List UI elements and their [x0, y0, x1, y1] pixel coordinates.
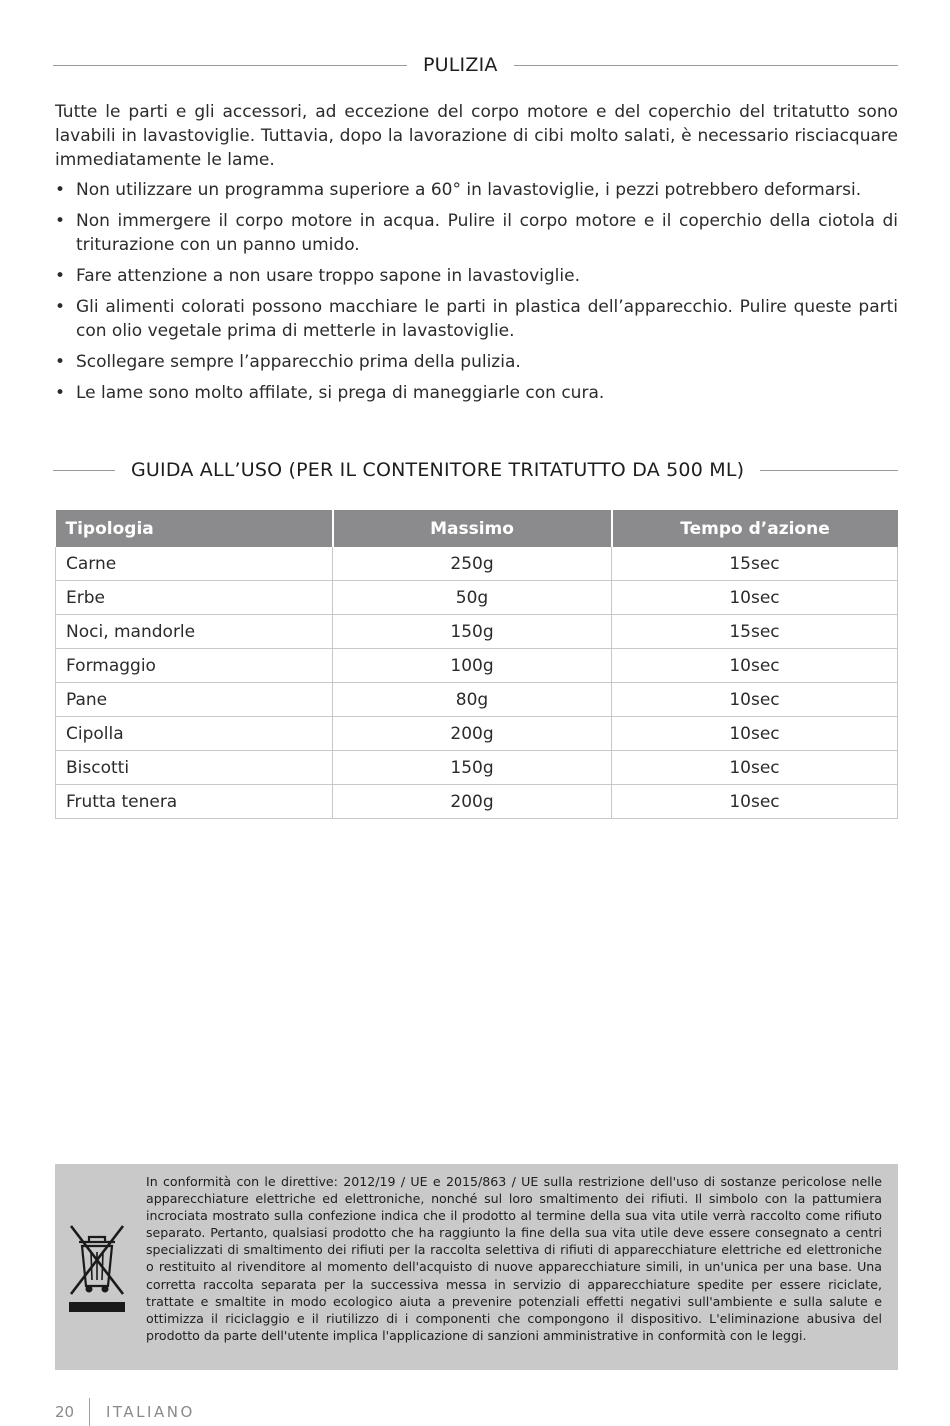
- heading-rule-right: [514, 65, 898, 66]
- list-item: [55, 264, 898, 288]
- cell-tempo: 10sec: [612, 581, 898, 615]
- list-item: [55, 209, 898, 257]
- table-row: [56, 683, 898, 717]
- page-number: 20: [55, 1403, 75, 1421]
- heading-rule-left: [53, 470, 115, 471]
- cell-tipologia: Pane: [56, 683, 333, 717]
- bullet-text: Non utilizzare un programma superiore a 60° in lavastoviglie, i pezzi potrebbero deformarsi.: [76, 180, 862, 200]
- list-item: [55, 295, 898, 343]
- column-header-tipologia: Tipologia: [56, 510, 333, 547]
- cell-tipologia: Formaggio: [56, 649, 333, 683]
- table-row: [56, 547, 898, 581]
- weee-disposal-notice: [55, 1164, 898, 1370]
- cell-tipologia: Frutta tenera: [56, 785, 333, 819]
- bullet-text: Gli alimenti colorati possono macchiare le parti in plastica dell’apparecchio. Pulire queste parti con olio vegetale prima di metterle in lavastoviglie.: [76, 297, 898, 341]
- section-title: PULIZIA: [423, 54, 498, 76]
- cell-tempo: 15sec: [612, 547, 898, 581]
- section-heading-pulizia: [53, 54, 898, 76]
- cell-tempo: 10sec: [612, 751, 898, 785]
- cell-massimo: 200g: [333, 717, 612, 751]
- section-heading-guida: [53, 459, 898, 481]
- cell-tipologia: Biscotti: [56, 751, 333, 785]
- cell-tipologia: Carne: [56, 547, 333, 581]
- cell-tempo: 10sec: [612, 649, 898, 683]
- table-row: [56, 751, 898, 785]
- cell-massimo: 150g: [333, 615, 612, 649]
- intro-paragraph: Tutte le parti e gli accessori, ad eccezione del corpo motore e del coperchio del tritatutto sono lavabili in lavastoviglie. Tuttavia, dopo la lavorazione di cibi molto salati, è necessario risciacquare immediatamente le lame.: [55, 102, 898, 170]
- table-header-row: [56, 510, 898, 547]
- cell-tipologia: Erbe: [56, 581, 333, 615]
- bullet-mark: •: [55, 297, 66, 317]
- cell-massimo: 150g: [333, 751, 612, 785]
- cell-tipologia: Noci, mandorle: [56, 615, 333, 649]
- list-item: [55, 381, 898, 405]
- list-item: [55, 178, 898, 202]
- section-title: GUIDA ALL’USO (PER IL CONTENITORE TRITATUTTO DA 500 ML): [131, 459, 745, 481]
- table-row: [56, 615, 898, 649]
- cell-tipologia: Cipolla: [56, 717, 333, 751]
- cell-tempo: 10sec: [612, 717, 898, 751]
- bullet-mark: •: [55, 352, 66, 372]
- bullet-mark: •: [55, 383, 66, 403]
- bullet-mark: •: [55, 211, 66, 231]
- cell-tempo: 10sec: [612, 785, 898, 819]
- heading-rule-right: [760, 470, 898, 471]
- weee-notice-text: In conformità con le direttive: 2012/19 / UE e 2015/863 / UE sulla restrizione dell'uso di sostanze pericolose nelle apparecchiature elettriche ed elettroniche, nonché sul loro smaltimento dei rifiuti. Il simbolo con la pattumiera incrociata mostrato sulla confezione indica che il prodotto al termine della sua vita utile verrà raccolto come rifiuto separato. Pertanto, qualsiasi prodotto che ha raggiunto la fine della sua vita utile deve essere consegnato a centri specializzati di smaltimento dei rifiuti per la raccolta selettiva di rifiuti di apparecchiature elettriche ed elettroniche o restituito al rivenditore al momento dell'acquisto di nuove apparecchiature simili, in un'unica per una base. Una corretta raccolta separata per la successiva messa in servizio di apparecchiature spedite per essere riciclate, trattate e smaltite in modo ecologico aiuta a prevenire potenziali effetti negativi sull'ambiente e sulla salute e ottimizza il riciclaggio e il riutilizzo di i componenti che compongono il dispositivo. L'eliminazione abusiva del prodotto da parte dell'utente implica l'applicazione di sanzioni amministrative in conformità con le leggi.: [146, 1174, 882, 1343]
- cleaning-bullet-list: [55, 178, 898, 412]
- bullet-text: Scollegare sempre l’apparecchio prima della pulizia.: [76, 352, 521, 372]
- cell-tempo: 10sec: [612, 683, 898, 717]
- cell-massimo: 100g: [333, 649, 612, 683]
- bullet-mark: •: [55, 180, 66, 200]
- cell-tempo: 15sec: [612, 615, 898, 649]
- bullet-text: Non immergere il corpo motore in acqua. Pulire il corpo motore e il coperchio della ciotola di triturazione con un panno umido.: [76, 211, 898, 255]
- bullet-mark: •: [55, 266, 66, 286]
- page-footer: [55, 1398, 195, 1426]
- bullet-text: Le lame sono molto affilate, si prega di maneggiarle con cura.: [76, 383, 605, 403]
- language-label: ITALIANO: [106, 1403, 195, 1421]
- usage-guide-table: [55, 510, 898, 819]
- table-row: [56, 649, 898, 683]
- list-item: [55, 350, 898, 374]
- table-row: [56, 717, 898, 751]
- cell-massimo: 200g: [333, 785, 612, 819]
- cell-massimo: 80g: [333, 683, 612, 717]
- cell-massimo: 250g: [333, 547, 612, 581]
- heading-rule-left: [53, 65, 407, 66]
- table-row: [56, 581, 898, 615]
- bullet-text: Fare attenzione a non usare troppo sapone in lavastoviglie.: [76, 266, 580, 286]
- footer-divider: [89, 1398, 90, 1426]
- cell-massimo: 50g: [333, 581, 612, 615]
- column-header-tempo: Tempo d’azione: [612, 510, 898, 547]
- crossed-out-wheelie-bin-icon: [67, 1220, 127, 1314]
- column-header-massimo: Massimo: [333, 510, 612, 547]
- table-row: [56, 785, 898, 819]
